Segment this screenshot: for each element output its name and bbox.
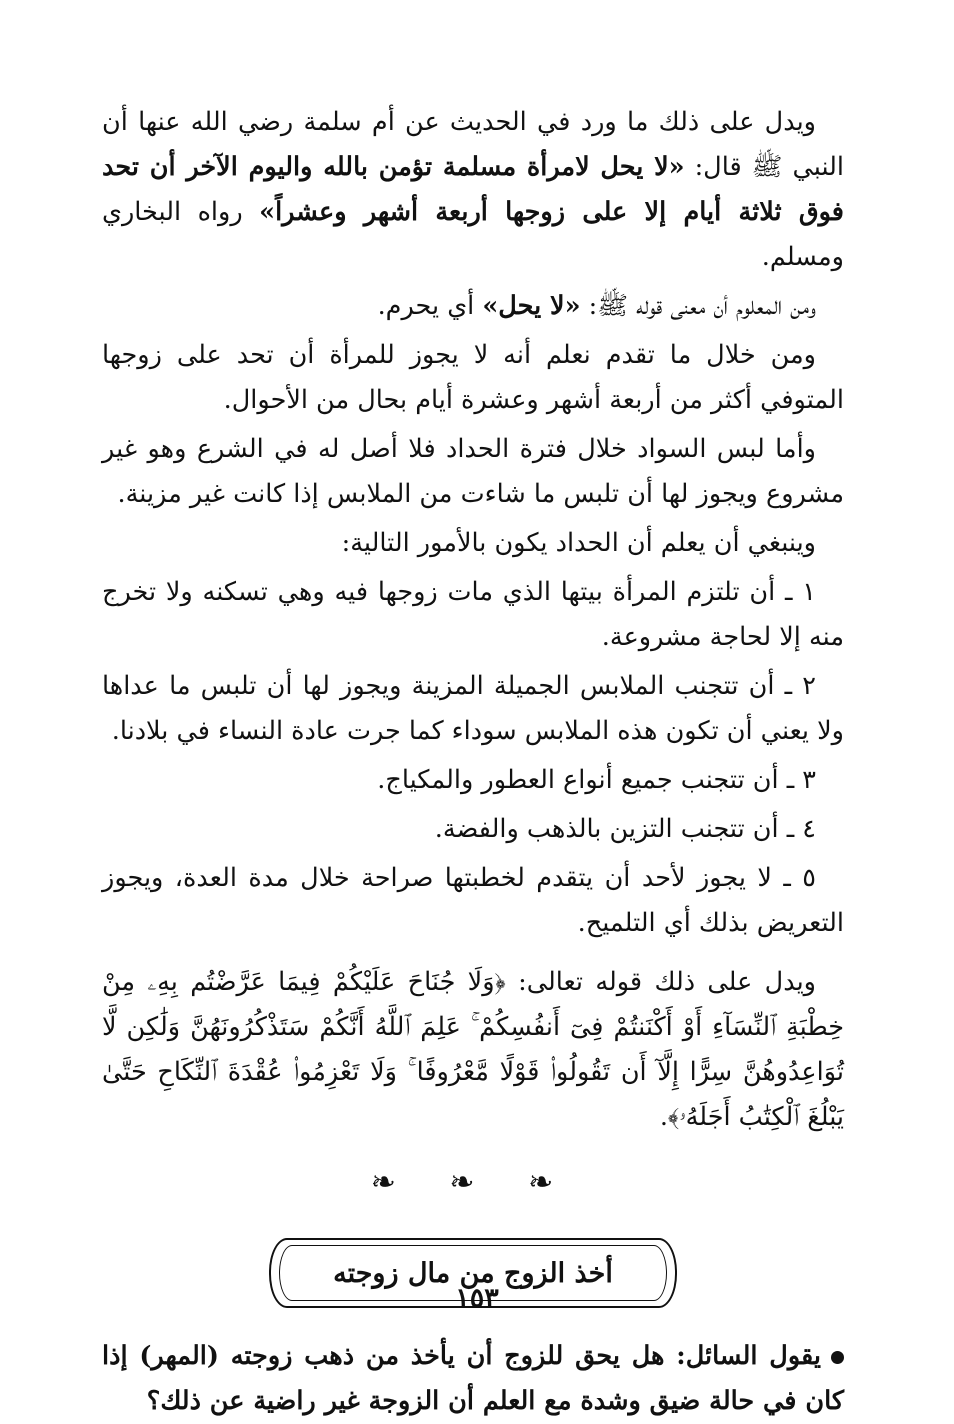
ornament-divider: ❧ ❧ ❧ [370, 1165, 576, 1200]
list-item-4: ٤ ـ أن تتجنب التزين بالذهب والفضة. [434, 814, 816, 844]
bullet-icon [831, 1351, 844, 1364]
paragraph-hadith [102, 100, 844, 280]
paragraph-black-clothing: وأما لبس السواد خلال فترة الحداد فلا أصل له في الشرع وهو غير مشروع ويجوز لها أن تلبس ما شاءت من الملابس إذا كانت غير مزينة. [102, 434, 844, 509]
paragraph-meaning-after: أي يحرم. [377, 291, 483, 321]
verse-intro: ويدل على ذلك قوله تعالى: [505, 967, 816, 997]
question-paragraph [102, 1334, 844, 1424]
paragraph-hadith-before: ويدل على ذلك ما ورد في الحديث عن أم سلمة رضي الله عنها أن النبي ﷺ قال: [102, 107, 844, 182]
meaning-quote: «لا يحل» [482, 291, 581, 321]
hadith-quote: «لا يحل لامرأة مسلمة تؤمن بالله واليوم الآخر أن تحد فوق ثلاثة أيام إلا على زوجها أربعة أشهر وعشراً» [102, 152, 844, 227]
paragraph-hadith-after: رواه البخاري ومسلم. [102, 197, 844, 272]
list-item-2: ٢ ـ أن تتجنب الملابس الجميلة المزينة ويجوز لها أن تلبس ما عداها ولا يعني أن تكون هذه الملابس سوداء كما جرت عادة النساء في بلادنا. [102, 671, 844, 746]
paragraph-meaning-before: ومن المعلوم أن معنى قوله ﷺ: [580, 291, 816, 321]
verse-paragraph [102, 960, 844, 1140]
page-body [102, 100, 844, 1424]
paragraph-conclusion: ومن خلال ما تقدم نعلم أنه لا يجوز للمرأة أن تحد على زوجها المتوفي أكثر من أربعة أشهر وعشرة أيام بحال من الأحوال. [102, 340, 844, 415]
page-number: ١٥٣ [455, 1283, 499, 1314]
list-item-5: ٥ ـ لا يجوز لأحد أن يتقدم لخطبتها صراحة خلال مدة العدة، ويجوز التعريض بذلك أي التلميح. [102, 863, 844, 938]
paragraph-meaning [102, 284, 844, 329]
list-item-3: ٣ ـ أن تتجنب جميع أنواع العطور والمكياج. [377, 765, 816, 795]
section-heading: أخذ الزوج من مال زوجته [333, 1257, 613, 1289]
question-text: يقول السائل: هل يحق للزوج أن يأخذ من ذهب زوجته (المهر) إذا كان في حالة ضيق وشدة مع العلم أن الزوجة غير راضية عن ذلك؟ [102, 1341, 844, 1416]
paragraph-list-intro: وينبغي أن يعلم أن الحداد يكون بالأمور التالية: [341, 528, 816, 558]
quran-verse: ﴿وَلَا جُنَاحَ عَلَيْكُمْ فِيمَا عَرَّضْتُم بِهِۦ مِنْ خِطْبَةِ ٱلنِّسَآءِ أَوْ أَكْنَنتُمْ فِىٓ أَنفُسِكُمْ ۚ عَلِمَ ٱللَّهُ أَنَّكُمْ سَتَذْكُرُونَهُنَّ وَلَٰكِن لَّا تُوَاعِدُوهُنَّ سِرًّا إِلَّآ أَن تَقُولُوا۟ قَوْلًا مَّعْرُوفًا ۚ وَلَا تَعْزِمُوا۟ عُقْدَةَ ٱلنِّكَاحِ حَتَّىٰ يَبْلُغَ ٱلْكِتَٰبُ أَجَلَهُۥ﴾. [102, 967, 844, 1132]
list-item-1: ١ ـ أن تلتزم المرأة بيتها الذي مات زوجها فيه وهي تسكنه ولا تخرج منه إلا لحاجة مشروعة. [102, 577, 844, 652]
